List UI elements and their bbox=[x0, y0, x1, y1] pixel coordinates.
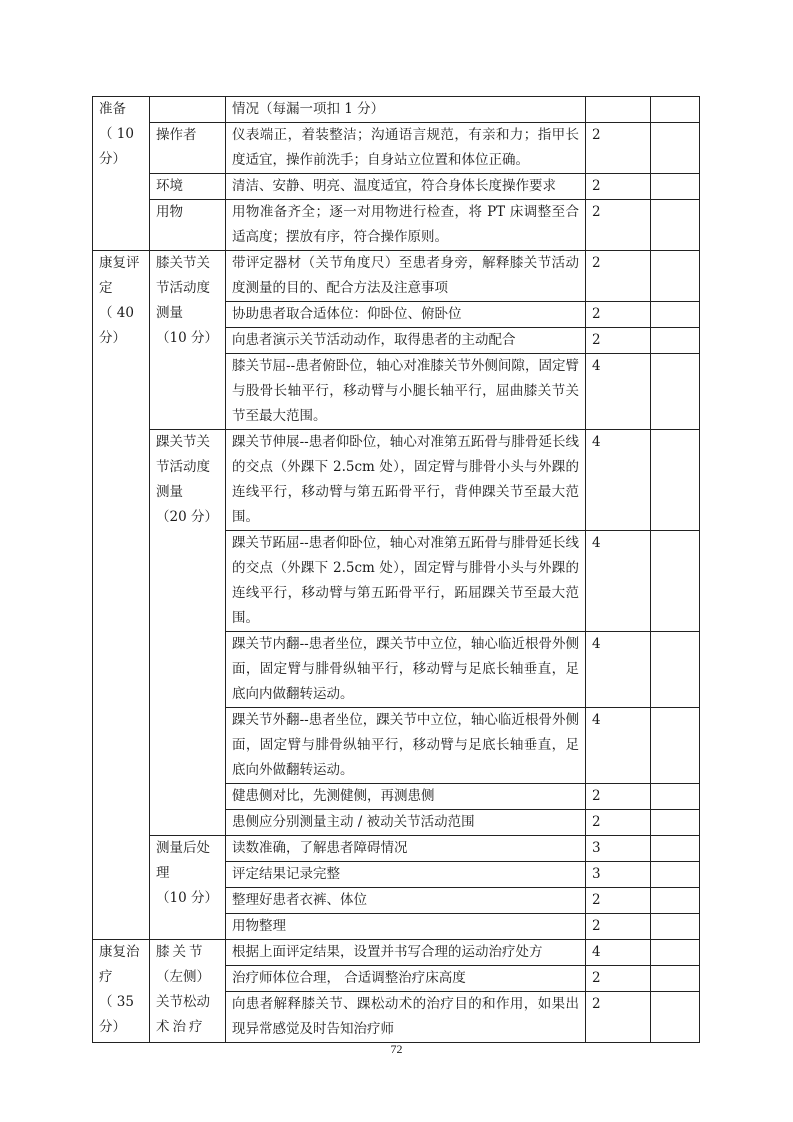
table-row bbox=[93, 940, 700, 966]
subcategory-cell: 环境 bbox=[150, 174, 226, 200]
table-row bbox=[93, 251, 700, 302]
criterion-text: 用物整理 bbox=[226, 914, 586, 940]
category-points: （ 10 分） bbox=[99, 126, 134, 167]
table-row bbox=[93, 200, 700, 251]
subcategory-label: 测量 bbox=[156, 305, 183, 321]
table-row bbox=[93, 430, 700, 531]
category-title: 康复评定 bbox=[99, 255, 140, 296]
criterion-text: 评定结果记录完整 bbox=[226, 862, 586, 888]
score-cell: 2 bbox=[586, 810, 651, 836]
category-title: 康复治疗 bbox=[99, 944, 140, 985]
criterion-text: 协助患者取合适体位：仰卧位、俯卧位 bbox=[226, 302, 586, 328]
subcategory-points: （20 分） bbox=[156, 509, 218, 525]
criterion-text: 患侧应分别测量主动 / 被动关节活动范围 bbox=[226, 810, 586, 836]
score-cell: 2 bbox=[586, 174, 651, 200]
table-row bbox=[93, 836, 700, 862]
subcategory-label: 节活动度 bbox=[156, 459, 210, 475]
score-cell: 3 bbox=[586, 836, 651, 862]
criterion-text: 膝关节屈--患者俯卧位，轴心对准膝关节外侧间隙，固定臂与股骨长轴平行，移动臂与小腿长轴平行，屈曲膝关节关节至最大范围。 bbox=[226, 354, 586, 430]
deduction-cell bbox=[651, 531, 700, 632]
criterion-text: 向患者解释膝关节、踝松动术的治疗目的和作用，如果出现异常感觉及时告知治疗师 bbox=[226, 992, 586, 1043]
score-cell: 2 bbox=[586, 966, 651, 992]
criterion-text: 踝关节内翻--患者坐位，踝关节中立位，轴心临近根骨外侧面，固定臂与腓骨纵轴平行，移动臂与足底长轴垂直，足底向内做翻转运动。 bbox=[226, 632, 586, 708]
score-cell: 2 bbox=[586, 888, 651, 914]
criterion-text: 读数准确，了解患者障碍情况 bbox=[226, 836, 586, 862]
criterion-text: 根据上面评定结果，设置并书写合理的运动治疗处方 bbox=[226, 940, 586, 966]
category-cell-prep bbox=[93, 97, 150, 251]
scoring-table bbox=[92, 96, 700, 1043]
criterion-text: 向患者演示关节活动动作，取得患者的主动配合 bbox=[226, 328, 586, 354]
category-points: （ 35 分） bbox=[99, 994, 134, 1035]
subcategory-cell: 用物 bbox=[150, 200, 226, 251]
deduction-cell bbox=[651, 328, 700, 354]
category-points: （ 40 分） bbox=[99, 305, 134, 346]
deduction-cell bbox=[651, 251, 700, 302]
deduction-cell bbox=[651, 862, 700, 888]
subcategory-label: 膝关节 bbox=[156, 944, 206, 960]
subcategory-label: 术治疗 bbox=[156, 1019, 206, 1035]
deduction-cell bbox=[651, 810, 700, 836]
score-cell: 4 bbox=[586, 430, 651, 531]
deduction-cell bbox=[651, 354, 700, 430]
category-cell-therapy bbox=[93, 940, 150, 1043]
score-cell: 2 bbox=[586, 123, 651, 174]
criterion-text: 踝关节跖屈--患者仰卧位，轴心对准第五跖骨与腓骨延长线的交点（外踝下 2.5cm 处），固定臂与腓骨小头与外踝的连线平行，移动臂与第五跖骨平行，跖屈踝关节至最大范围。 bbox=[226, 531, 586, 632]
criterion-text: 清洁、安静、明亮、温度适宜，符合身体长度操作要求 bbox=[226, 174, 586, 200]
score-cell: 4 bbox=[586, 531, 651, 632]
score-cell: 2 bbox=[586, 784, 651, 810]
criterion-text: 带评定器材（关节角度尺）至患者身旁，解释膝关节活动度测量的目的、配合方法及注意事项 bbox=[226, 251, 586, 302]
deduction-cell bbox=[651, 302, 700, 328]
subcategory-points: （10 分） bbox=[156, 330, 218, 346]
score-cell: 3 bbox=[586, 862, 651, 888]
score-cell: 4 bbox=[586, 354, 651, 430]
criterion-text: 健患侧对比，先测健侧，再测患侧 bbox=[226, 784, 586, 810]
table-row bbox=[93, 97, 700, 123]
table-row bbox=[93, 174, 700, 200]
subcategory-label: 膝关节关 bbox=[156, 255, 210, 271]
score-cell: 2 bbox=[586, 992, 651, 1043]
score-cell: 2 bbox=[586, 200, 651, 251]
deduction-cell bbox=[651, 914, 700, 940]
subcategory-label: 理 bbox=[156, 865, 170, 881]
criterion-text: 用物准备齐全；逐一对用物进行检查，将 PT 床调整至合适高度；摆放有序，符合操作原则。 bbox=[226, 200, 586, 251]
subcategory-cell bbox=[150, 97, 226, 123]
score-cell: 2 bbox=[586, 328, 651, 354]
deduction-cell bbox=[651, 430, 700, 531]
subcategory-cell-post bbox=[150, 836, 226, 940]
category-cell-assess bbox=[93, 251, 150, 940]
subcategory-cell-knee-mobilization bbox=[150, 940, 226, 1043]
table-row bbox=[93, 123, 700, 174]
subcategory-label: （左侧） bbox=[156, 969, 210, 985]
deduction-cell bbox=[651, 836, 700, 862]
score-cell: 2 bbox=[586, 302, 651, 328]
subcategory-label: 关节松动 bbox=[156, 994, 210, 1010]
deduction-cell bbox=[651, 888, 700, 914]
score-cell: 2 bbox=[586, 251, 651, 302]
deduction-cell bbox=[651, 940, 700, 966]
criterion-text: 治疗师体位合理， 合适调整治疗床高度 bbox=[226, 966, 586, 992]
subcategory-points: （10 分） bbox=[156, 890, 218, 906]
deduction-cell bbox=[651, 632, 700, 708]
criterion-text: 踝关节伸展--患者仰卧位，轴心对准第五跖骨与腓骨延长线的交点（外踝下 2.5cm 处），固定臂与腓骨小头与外踝的连线平行，移动臂与第五跖骨平行，背伸踝关节至最大范围。 bbox=[226, 430, 586, 531]
subcategory-label: 测量 bbox=[156, 484, 183, 500]
subcategory-label: 节活动度 bbox=[156, 280, 210, 296]
category-title: 准备 bbox=[99, 101, 126, 117]
subcategory-label: 踝关节关 bbox=[156, 434, 210, 450]
page-number: 72 bbox=[390, 1042, 403, 1056]
deduction-cell bbox=[651, 97, 700, 123]
criterion-text: 仪表端正，着装整洁；沟通语言规范，有亲和力；指甲长度适宜，操作前洗手；自身站立位置和体位正确。 bbox=[226, 123, 586, 174]
score-cell: 4 bbox=[586, 708, 651, 784]
deduction-cell bbox=[651, 708, 700, 784]
criterion-text: 情况（每漏一项扣 1 分） bbox=[226, 97, 586, 123]
score-cell: 4 bbox=[586, 632, 651, 708]
subcategory-cell-knee-rom bbox=[150, 251, 226, 430]
deduction-cell bbox=[651, 174, 700, 200]
subcategory-cell-ankle-rom bbox=[150, 430, 226, 836]
score-cell: 2 bbox=[586, 914, 651, 940]
deduction-cell bbox=[651, 784, 700, 810]
score-cell bbox=[586, 97, 651, 123]
deduction-cell bbox=[651, 123, 700, 174]
deduction-cell bbox=[651, 992, 700, 1043]
criterion-text: 整理好患者衣裤、体位 bbox=[226, 888, 586, 914]
deduction-cell bbox=[651, 200, 700, 251]
subcategory-cell: 操作者 bbox=[150, 123, 226, 174]
subcategory-label: 测量后处 bbox=[156, 840, 210, 856]
deduction-cell bbox=[651, 966, 700, 992]
score-cell: 4 bbox=[586, 940, 651, 966]
criterion-text: 踝关节外翻--患者坐位，踝关节中立位，轴心临近根骨外侧面，固定臂与腓骨纵轴平行，移动臂与足底长轴垂直，足底向外做翻转运动。 bbox=[226, 708, 586, 784]
